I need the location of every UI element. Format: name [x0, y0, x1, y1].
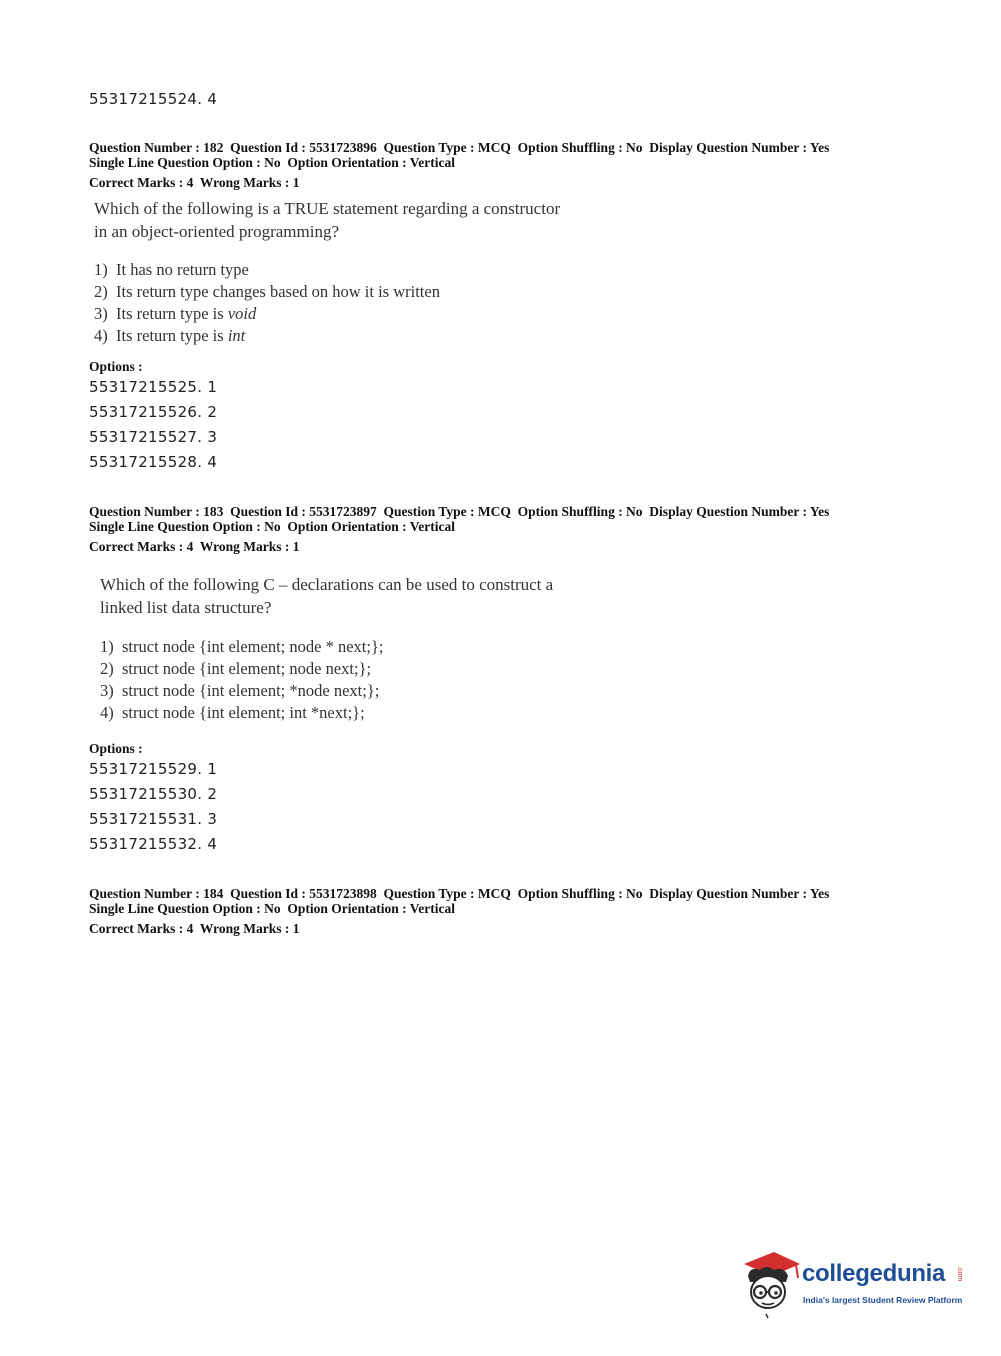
choice-item: 2) struct node {int element; node next;}; [100, 659, 372, 678]
options-label: Options : [89, 359, 143, 374]
choice-item: 4) struct node {int element; int *next;}; [100, 703, 365, 722]
question-text: Which of the following C – declarations can be used to construct a linked list data structure? [100, 575, 554, 617]
question-meta: Question Number : 182 Question Id : 5531723896 Question Type : MCQ Option Shuffling : No Display Question Number : Yes [89, 140, 830, 155]
brand-name: collegedunia [802, 1260, 946, 1287]
question-meta: Single Line Question Option : No Option Orientation : Vertical [89, 155, 456, 170]
question-183 [89, 504, 829, 554]
question-meta: Single Line Question Option : No Option Orientation : Vertical [89, 519, 456, 534]
option-line: 55317215529. 1 [89, 760, 218, 778]
question-184 [89, 886, 829, 936]
option-line: 55317215526. 2 [89, 403, 218, 421]
collegedunia-logo [740, 1248, 970, 1320]
question-182 [89, 140, 829, 190]
marks-line: Correct Marks : 4 Wrong Marks : 1 [89, 539, 300, 554]
marks-line: Correct Marks : 4 Wrong Marks : 1 [89, 175, 300, 190]
choice-item: 2) Its return type changes based on how it is written [94, 282, 440, 301]
question-meta: Single Line Question Option : No Option Orientation : Vertical [89, 901, 456, 916]
option-line: 55317215525. 1 [89, 378, 218, 396]
option-line: 55317215527. 3 [89, 428, 218, 446]
option-line: 55317215531. 3 [89, 810, 218, 828]
choice-item: 4) Its return type is int [94, 326, 246, 345]
brand-tagline: India's largest Student Review Platform [803, 1295, 963, 1305]
question-meta: Question Number : 184 Question Id : 5531723898 Question Type : MCQ Option Shuffling : No Display Question Number : Yes [89, 886, 830, 901]
option-line: 55317215528. 4 [89, 453, 218, 471]
marks-line: Correct Marks : 4 Wrong Marks : 1 [89, 921, 300, 936]
options-label: Options : [89, 741, 143, 756]
question-meta: Question Number : 183 Question Id : 5531723897 Question Type : MCQ Option Shuffling : No Display Question Number : Yes [89, 504, 830, 519]
choice-list [94, 259, 440, 347]
mascot-icon [740, 1248, 802, 1320]
brand-suffix: .com [956, 1266, 963, 1282]
option-line: 55317215532. 4 [89, 835, 218, 853]
choice-item: 1) It has no return type [94, 260, 249, 279]
option-line: 55317215524. 4 [89, 90, 218, 108]
choice-item: 3) Its return type is void [94, 304, 257, 323]
choice-item: 1) struct node {int element; node * next;}; [100, 637, 384, 656]
choice-list [100, 636, 383, 724]
choice-item: 3) struct node {int element; *node next;}; [100, 681, 380, 700]
question-text: Which of the following is a TRUE statement regarding a constructor in an object-oriented programming? [94, 199, 561, 241]
option-line: 55317215530. 2 [89, 785, 218, 803]
